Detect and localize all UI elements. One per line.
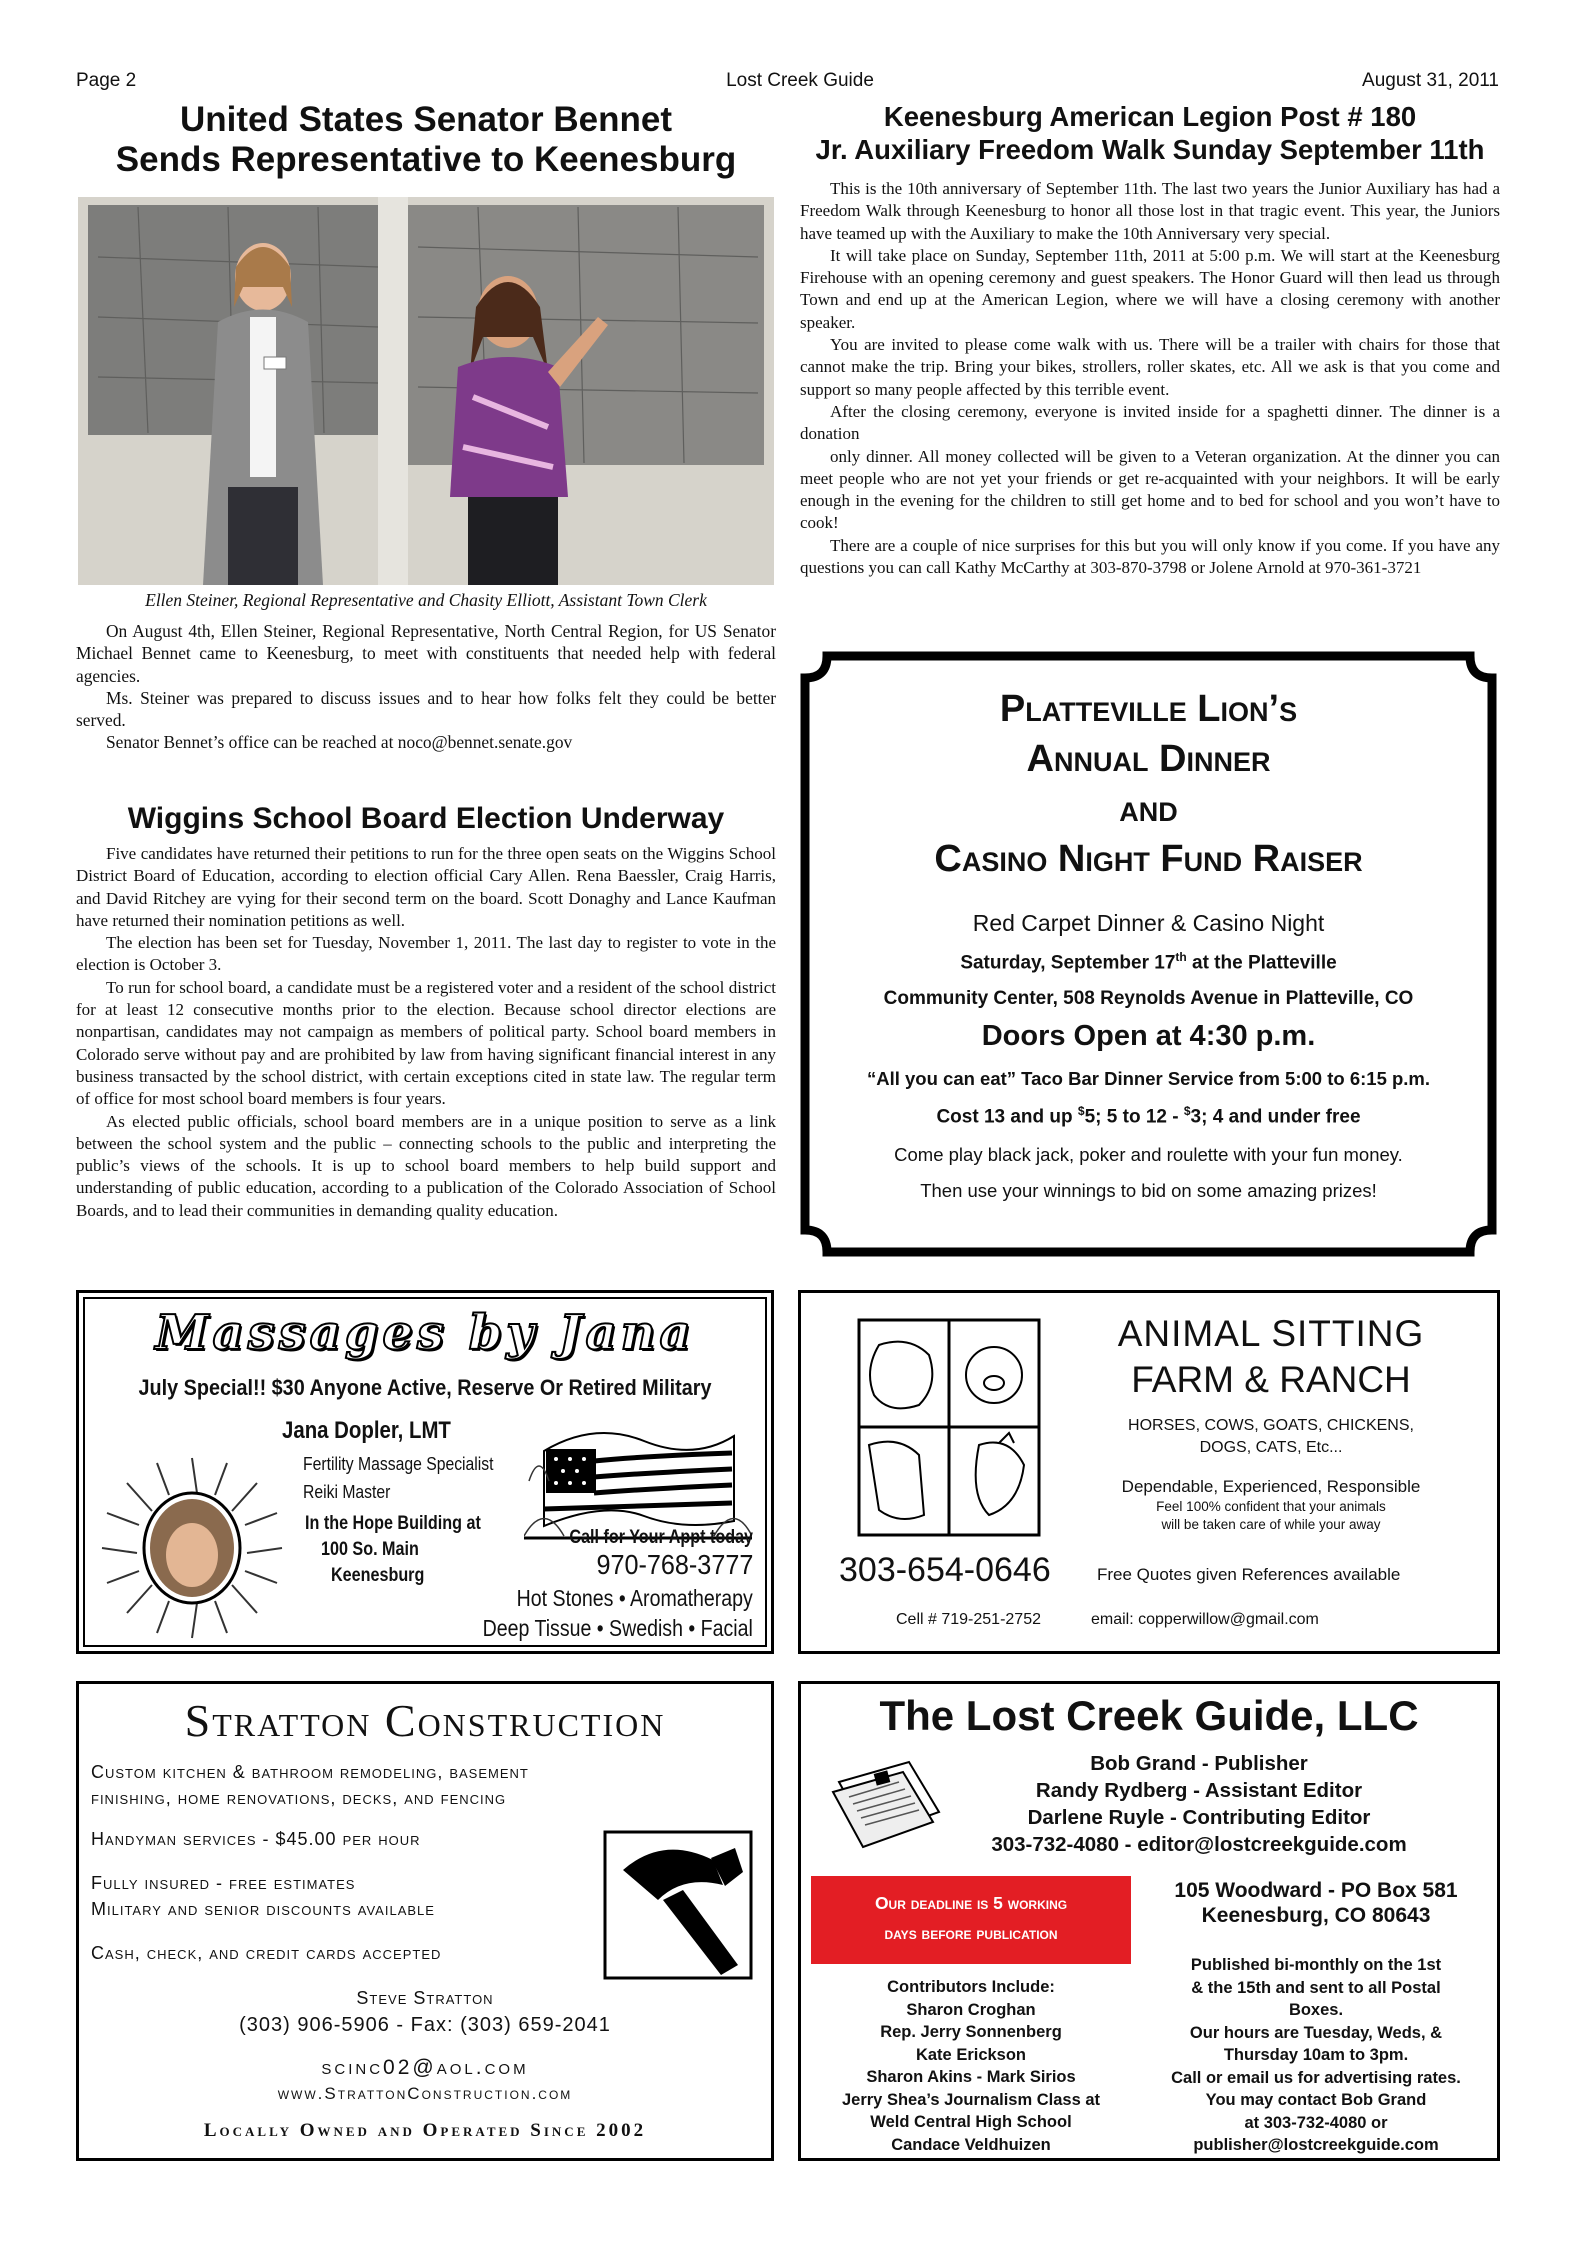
- lions-play: Come play black jack, poker and roulette with your fun money.: [894, 1144, 1403, 1165]
- animal-quotes: Free Quotes given References available: [1097, 1565, 1401, 1584]
- stratton-discounts: Military and senior discounts available: [91, 1899, 435, 1919]
- legion-headline-line1: Keenesburg American Legion Post # 180: [883, 101, 1417, 132]
- flag-icon: [524, 1411, 752, 1541]
- guide-deadline1: Our deadline is 5 working: [874, 1893, 1068, 1913]
- guide-info-line: You may contact Bob Grand: [1205, 2091, 1427, 2109]
- hammer-icon: [603, 1830, 753, 1980]
- guide-info: [1135, 1954, 1497, 2157]
- guide-contributor: Candace Veldhuizen: [891, 2135, 1051, 2154]
- guide-ad: [798, 1681, 1500, 2161]
- guide-deadline2: days before publication: [884, 1923, 1058, 1943]
- stratton-web: www.StrattonConstruction.com: [277, 2084, 573, 2103]
- legion-headline-line2: Jr. Auxiliary Freedom Walk Sunday September 11th: [815, 134, 1485, 165]
- legion-paragraph: It will take place on Sunday, September 11th, 2011 at 5:00 p.m. We will start at the Keenesburg Firehouse with an opening ceremony and guest speakers. The Honor Guard will then lead us through Town and end up at the American Legion, where we will have a closing ceremony with another speaker.: [800, 245, 1500, 332]
- stratton-title: Stratton Construction: [184, 1695, 666, 1746]
- guide-contributor: Sharon Akins - Mark Sirios: [866, 2068, 1076, 2086]
- wiggins-body: [76, 843, 776, 1222]
- animal-animals2: DOGS, CATS, Etc...: [1199, 1439, 1343, 1456]
- guide-contributor: Contributors Include:: [887, 1978, 1055, 1996]
- farm-animals-icon: [849, 1315, 1049, 1545]
- massage-phone: 970-768-3777: [596, 1549, 753, 1580]
- guide-contributor: Sharon Croghan: [906, 2000, 1036, 2019]
- lions-title-line2: Annual Dinner: [1026, 738, 1271, 780]
- lions-cost: [797, 1104, 1500, 1128]
- lions-date-sup: th: [1175, 950, 1187, 964]
- bennet-headline: [76, 100, 776, 181]
- bennet-paragraph: Senator Bennet’s office can be reached at noco@bennet.senate.gov: [106, 732, 573, 753]
- stratton-payment: Cash, check, and credit cards accepted: [91, 1943, 442, 1963]
- bennet-headline-line1: United States Senator Bennet: [179, 100, 673, 139]
- lions-title-line3: and: [1119, 788, 1178, 830]
- wiggins-paragraph: The election has been set for Tuesday, November 1, 2011. The last day to register to vote in the election is October 3.: [76, 933, 776, 975]
- massage-name: Jana Dopler, LMT: [282, 1417, 451, 1444]
- animal-email: email: copperwillow@gmail.com: [1091, 1611, 1319, 1628]
- stratton-phones: (303) 906-5906 - Fax: (303) 659-2041: [239, 2014, 611, 2036]
- guide-contributor: Jerry Shea’s Journalism Class at: [841, 2090, 1101, 2109]
- legion-paragraph: only dinner. All money collected will be given to a Veteran organization. At the dinner you can meet people who are not yet your friends or get re-acquainted with your neighbors. It will be early enough in the evening for the children to still get home and to bed for school and you won’t have to cook!: [800, 446, 1500, 533]
- legion-paragraph: This is the 10th anniversary of September 11th. The last two years the Junior Auxiliary has had a Freedom Walk through Keenesburg to honor all those lost in that tragic event. This year, the Juniors have teamed up with the Auxiliary to make the 10th Anniversary very special.: [800, 179, 1500, 243]
- wiggins-paragraph: As elected public officials, school board members are in a unique position to serve as a link between the school system and the public – connecting schools to the public and interpreting the public’s views of the schools. It is up to school board members to help build support and understanding of public education, according to a publication of the Colorado Association of School Boards, and to lead their communities in demanding quality education.: [76, 1111, 776, 1220]
- lions-date-prefix: Saturday, September 17: [960, 952, 1176, 974]
- header-date: August 31, 2011: [1362, 70, 1499, 91]
- massage-line2: Reiki Master: [303, 1481, 391, 1502]
- lions-dinner: “All you can eat” Taco Bar Dinner Service from 5:00 to 6:15 p.m.: [866, 1068, 1431, 1089]
- wiggins-paragraph: To run for school board, a candidate must be a registered voter and a resident of the school district for at least 12 consecutive months prior to the election. Because school director elections are nonpartisan, candidates may not campaign as members of political party. School board members in Colorado serve without pay and are prohibited by law from having significant financial interest in any business transacted by the school district, with certain exceptions cited in state law. The regular term of office for most school board members is four years.: [76, 977, 776, 1109]
- legion-paragraph: After the closing ceremony, everyone is invited inside for a spaghetti dinner. The dinner is a donation: [800, 401, 1500, 444]
- lions-title-line1: Platteville Lion’s: [999, 688, 1298, 730]
- guide-contributor: Kate Erickson: [915, 2045, 1027, 2064]
- legion-headline: [800, 100, 1500, 166]
- stratton-handyman: Handyman services - $45.00 per hour: [91, 1829, 421, 1849]
- bennet-body: [76, 620, 776, 754]
- animal-tagline: Dependable, Experienced, Responsible: [1121, 1477, 1421, 1496]
- massage-ad: [76, 1290, 774, 1654]
- header-page: Page 2: [76, 70, 137, 91]
- massage-call: Call for Your Appt today: [569, 1527, 753, 1548]
- lions-title: [797, 684, 1500, 884]
- guide-contributor: Rep. Jerry Sonnenberg: [880, 2023, 1062, 2041]
- guide-info-line: at 303-732-4080 or: [1244, 2113, 1388, 2132]
- lions-ad: [797, 648, 1500, 1260]
- wiggins-headline: Wiggins School Board Election Underway: [127, 802, 725, 835]
- animal-title1: ANIMAL SITTING: [1117, 1313, 1425, 1354]
- bennet-headline-line2: Sends Representative to Keenesburg: [115, 140, 737, 180]
- stratton-insured: Fully insured - free estimates: [91, 1873, 356, 1893]
- sun-portrait-icon: [97, 1453, 287, 1643]
- stratton-since: Locally Owned and Operated Since 2002: [203, 2120, 647, 2141]
- stratton-owner: Steve Stratton: [356, 1988, 494, 2008]
- bennet-caption: Ellen Steiner, Regional Representative and Chasity Elliott, Assistant Town Clerk: [145, 590, 707, 610]
- massage-loc2: 100 So. Main: [321, 1539, 419, 1560]
- stratton-line1: Custom kitchen & bathroom remodeling, basement: [91, 1762, 529, 1782]
- lions-cost-c: 3; 4 and under free: [1190, 1106, 1361, 1128]
- guide-deadline-box: [811, 1876, 1131, 1964]
- massage-services2: Deep Tissue • Swedish • Facial: [482, 1615, 753, 1641]
- stratton-line2: finishing, home renovations, decks, and fencing: [91, 1788, 507, 1808]
- guide-info-line: Thursday 10am to 3pm.: [1223, 2046, 1409, 2064]
- animal-title2: FARM & RANCH: [1131, 1359, 1411, 1400]
- animal-cell: Cell # 719-251-2752: [896, 1611, 1041, 1628]
- animal-animals1: HORSES, COWS, GOATS, CHICKENS,: [1128, 1417, 1414, 1434]
- lions-dollar: $: [1183, 1104, 1191, 1118]
- lions-location: Community Center, 508 Reynolds Avenue in Platteville, CO: [883, 988, 1414, 1009]
- massage-title: Massages by Jana: [155, 1305, 695, 1361]
- guide-address1: 105 Woodward - PO Box 581: [1174, 1879, 1458, 1902]
- massage-special: July Special!! $30 Anyone Active, Reserve Or Retired Military: [138, 1375, 712, 1400]
- guide-contact: 303-732-4080 - editor@lostcreekguide.com: [991, 1833, 1407, 1856]
- massage-loc1: In the Hope Building at: [305, 1513, 481, 1534]
- lions-date: [797, 950, 1500, 974]
- guide-asst-editor: Randy Rydberg - Assistant Editor: [1035, 1779, 1363, 1802]
- bennet-photo: [78, 197, 774, 585]
- guide-info-line: Boxes.: [1288, 2001, 1344, 2019]
- massage-services1: Hot Stones • Aromatherapy: [516, 1585, 753, 1611]
- lions-subtitle: Red Carpet Dinner & Casino Night: [972, 910, 1325, 936]
- guide-address2: Keenesburg, CO 80643: [1201, 1904, 1431, 1927]
- lions-date-suffix: at the Platteville: [1186, 952, 1337, 974]
- header-paper: Lost Creek Guide: [726, 70, 874, 91]
- animal-conf2: will be taken care of while your away: [1161, 1517, 1381, 1532]
- stratton-ad: [76, 1681, 774, 2161]
- animal-conf1: Feel 100% confident that your animals: [1156, 1499, 1386, 1514]
- legion-paragraph: There are a couple of nice surprises for this but you will only know if you come. If you have any questions you can call Kathy McCarthy at 303-870-3798 or Jolene Arnold at 970-361-3721: [800, 535, 1500, 578]
- guide-info-line: Published bi-monthly on the 1st: [1190, 1956, 1442, 1974]
- animal-phone: 303-654-0646: [839, 1551, 1051, 1589]
- guide-info-line: Call or email us for advertising rates.: [1171, 2068, 1461, 2087]
- guide-publisher: Bob Grand - Publisher: [1090, 1752, 1308, 1775]
- massage-loc3: Keenesburg: [331, 1565, 425, 1586]
- lions-prizes: Then use your winnings to bid on some amazing prizes!: [920, 1180, 1377, 1201]
- guide-contributors: [811, 1976, 1131, 2156]
- guide-title: The Lost Creek Guide, LLC: [879, 1692, 1419, 1739]
- stratton-email: scinc02@aol.com: [321, 2056, 529, 2079]
- lions-cost-b: 5; 5 to 12 -: [1084, 1106, 1184, 1128]
- guide-contrib-editor: Darlene Ruyle - Contributing Editor: [1027, 1806, 1371, 1829]
- guide-info-line: & the 15th and sent to all Postal: [1191, 1978, 1441, 1997]
- wiggins-paragraph: Five candidates have returned their petitions to run for the three open seats on the Wiggins School District Board of Education, according to election official Cary Allen. Rena Baessler, Craig Harris, and David Ritchey are vying for their second term on the board. Scott Donaghy and Lance Kaufman have returned their nomination petitions as well.: [76, 844, 776, 930]
- guide-info-line: publisher@lostcreekguide.com: [1193, 2136, 1439, 2154]
- legion-paragraph: You are invited to please come walk with us. There will be a trailer with chairs for those that cannot make the trip. Bring your bikes, strollers, roller skates, etc. All we ask is that you come and support so many people affected by this terrible event.: [800, 335, 1500, 399]
- animal-ad: [798, 1290, 1500, 1654]
- lions-dollar: $: [1077, 1104, 1085, 1118]
- lions-title-line4: Casino Night Fund Raiser: [934, 838, 1363, 880]
- massage-line1: Fertility Massage Specialist: [303, 1453, 494, 1474]
- guide-staff: [911, 1750, 1487, 1858]
- guide-info-line: Our hours are Tuesday, Weds, &: [1189, 2023, 1443, 2042]
- bennet-paragraph: On August 4th, Ellen Steiner, Regional Representative, North Central Region, for US Senator Michael Bennet came to Keenesburg, to meet with constituents that needed help with federal agencies.: [76, 621, 776, 686]
- legion-body: [800, 178, 1500, 579]
- bennet-paragraph: Ms. Steiner was prepared to discuss issues and to hear how folks felt they could be better served.: [76, 687, 776, 731]
- lions-doors: Doors Open at 4:30 p.m.: [981, 1020, 1316, 1052]
- lions-cost-a: Cost 13 and up: [936, 1106, 1078, 1128]
- guide-address: [1135, 1878, 1497, 1928]
- guide-contributor: Weld Central High School: [870, 2113, 1072, 2131]
